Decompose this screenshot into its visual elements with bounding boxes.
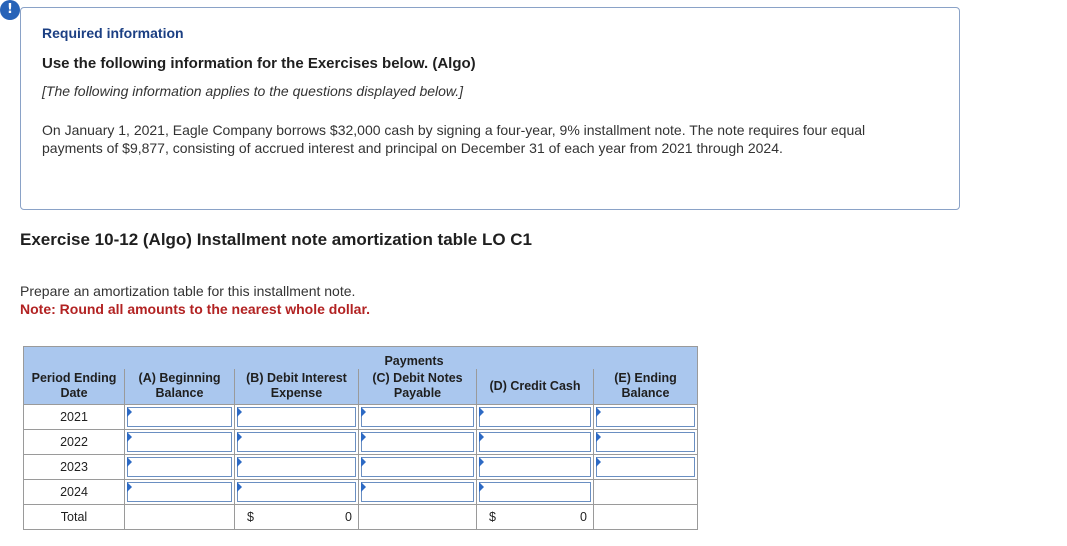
header-notes-payable: (C) Debit Notes Payable (359, 369, 477, 405)
beginning-balance-input[interactable] (127, 407, 232, 427)
total-row (24, 505, 698, 530)
ending-balance-empty (594, 480, 698, 505)
beginning-balance-input[interactable] (127, 482, 232, 502)
required-info-title: Required information (42, 25, 184, 41)
header-interest-expense: (B) Debit Interest Expense (235, 369, 359, 405)
beginning-balance-input[interactable] (127, 457, 232, 477)
table-row (24, 430, 698, 455)
interest-expense-input[interactable] (237, 457, 356, 477)
header-ending-balance: (E) Ending Balance (594, 369, 698, 405)
interest-expense-input[interactable] (237, 432, 356, 452)
header-credit-cash: (D) Credit Cash (477, 369, 594, 405)
table-row (24, 480, 698, 505)
ending-balance-input[interactable] (596, 457, 695, 477)
total-interest-value: 0 (345, 510, 352, 524)
interest-expense-input[interactable] (237, 482, 356, 502)
table-row (24, 455, 698, 480)
currency-symbol: $ (247, 510, 254, 524)
total-ending-empty (594, 505, 698, 530)
notes-payable-input[interactable] (361, 482, 474, 502)
header-beginning-balance: (A) Beginning Balance (125, 369, 235, 405)
instruction-text: Prepare an amortization table for this installment note. (20, 283, 356, 299)
header-spacer (125, 347, 235, 369)
credit-cash-input[interactable] (479, 432, 591, 452)
payments-group-header: Payments (235, 347, 594, 369)
credit-cash-input[interactable] (479, 482, 591, 502)
period-date-cell: 2021 (24, 405, 125, 430)
header-spacer (24, 347, 125, 369)
alert-icon: ! (0, 0, 20, 20)
notes-payable-input[interactable] (361, 457, 474, 477)
period-date-cell: 2022 (24, 430, 125, 455)
total-interest-cell (235, 505, 359, 530)
exercise-title: Exercise 10-12 (Algo) Installment note amortization table LO C1 (20, 230, 533, 249)
credit-cash-input[interactable] (479, 407, 591, 427)
period-date-cell: 2023 (24, 455, 125, 480)
ending-balance-input[interactable] (596, 432, 695, 452)
notes-payable-input[interactable] (361, 432, 474, 452)
total-cash-cell (477, 505, 594, 530)
beginning-balance-input[interactable] (127, 432, 232, 452)
period-date-cell: 2024 (24, 480, 125, 505)
problem-description: On January 1, 2021, Eagle Company borrows $32,000 cash by signing a four-year, 9% installment note. The note requires four equal payments of $9,877, consisting of accrued interest and principal on December 31 of each year from 2021 through 2024. (42, 122, 866, 156)
header-period-ending-date: Period Ending Date (24, 369, 125, 405)
total-beginning-empty (125, 505, 235, 530)
table-row (24, 405, 698, 430)
amortization-table (23, 346, 698, 530)
credit-cash-input[interactable] (479, 457, 591, 477)
use-following-heading: Use the following information for the Exercises below. (Algo) (42, 55, 476, 72)
total-label: Total (24, 505, 125, 530)
currency-symbol: $ (489, 510, 496, 524)
header-spacer (594, 347, 698, 369)
interest-expense-input[interactable] (237, 407, 356, 427)
total-notes-empty (359, 505, 477, 530)
ending-balance-input[interactable] (596, 407, 695, 427)
total-cash-value: 0 (580, 510, 587, 524)
rounding-note: Note: Round all amounts to the nearest whole dollar. (20, 301, 371, 317)
notes-payable-input[interactable] (361, 407, 474, 427)
applies-note: [The following information applies to the questions displayed below.] (42, 83, 464, 99)
